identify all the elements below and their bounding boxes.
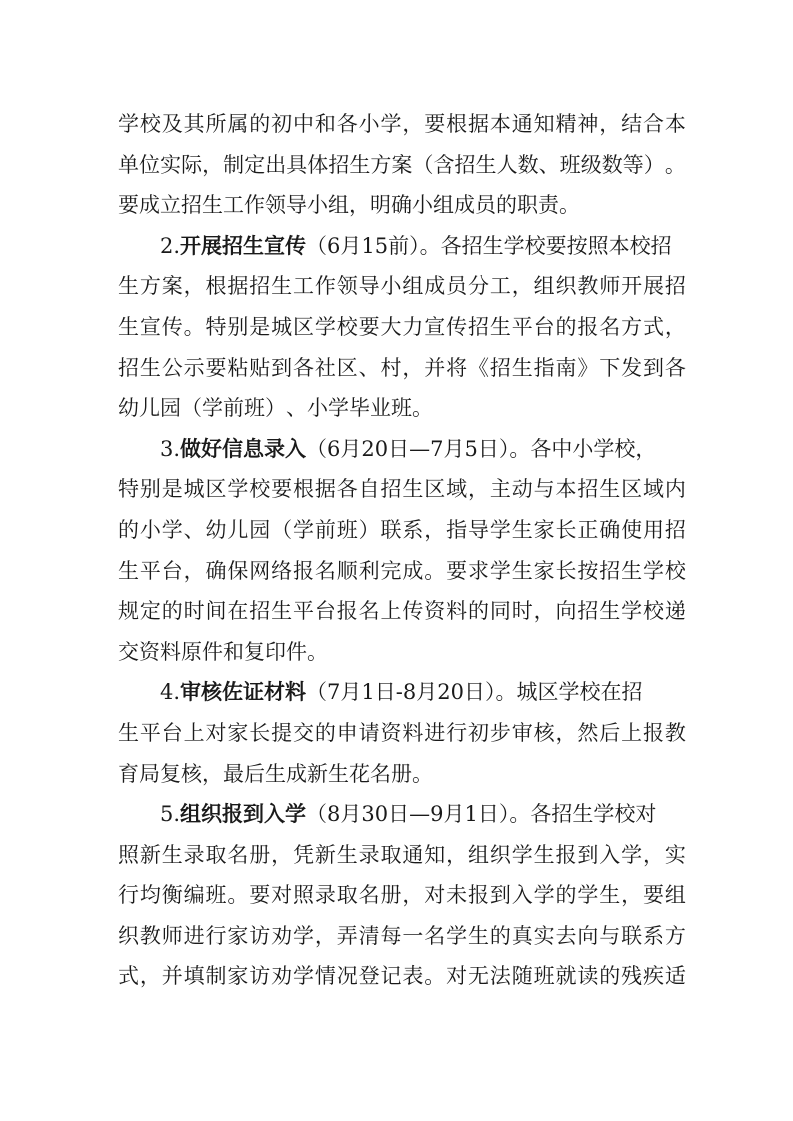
section-number: 3. (160, 436, 181, 461)
document-page (118, 104, 686, 997)
text-line: 生 宣 传 。 特 别 是 城 区 学 校 要 大 力 宣 传 招 生 平 台 的 报 名 方 式 ， (118, 314, 686, 339)
text-line: 规 定 的 时 间 在 招 生 平 台 报 名 上 传 资 料 的 同 时 ， 向 招 生 学 校 递 (118, 599, 686, 624)
text-line: 要 成 立 招 生 工 作 领 导 小 组 ， 明 确 小 组 成 员 的 职 责 。 (118, 193, 580, 218)
text-line: 生 平 台 上 对 家 长 提 交 的 申 请 资 料 进 行 初 步 审 核 ， 然 后 上 报 教 (118, 720, 686, 745)
section-heading: 做好信息录入 (180, 436, 307, 461)
section-heading: 审核佐证材料 (180, 680, 307, 705)
section-3-first-line (118, 429, 686, 470)
section-4-first-line (118, 672, 686, 713)
text-line: 的 小 学 、 幼 儿 园 （ 学 前 班 ） 联 系 ， 指 导 学 生 家 长 正 确 使 用 招 (118, 517, 686, 542)
text-line: 行 均 衡 编 班 。 要 对 照 录 取 名 册 ， 对 未 报 到 入 学 的 学 生 ， 要 组 (118, 883, 686, 908)
text-segment: （7月1日-8月20日）。城区学校在招 (306, 680, 643, 705)
section-2-first-line (118, 226, 686, 267)
section-5-first-line (118, 794, 686, 835)
text-line: 生 方 案 ， 根 据 招 生 工 作 领 导 小 组 成 员 分 工 ， 组 织 教 师 开 展 招 (118, 274, 686, 299)
section-heading: 组织报到入学 (180, 802, 307, 827)
section-number: 5. (160, 802, 181, 827)
text-line: 照 新 生 录 取 名 册 ， 凭 新 生 录 取 通 知 ， 组 织 学 生 报 到 入 学 ， 实 (118, 842, 686, 867)
text-line: 幼 儿 园 （ 学 前 班 ） 、 小 学 毕 业 班 。 (118, 396, 433, 421)
text-line: 招 生 公 示 要 粘 贴 到 各 社 区 、 村 ， 并 将 《 招 生 指 南 》 下 发 到 各 (118, 355, 686, 380)
text-segment: （8月30日—9月1日）。各招生学校对 (306, 802, 657, 827)
text-line: 生 平 台 ， 确 保 网 络 报 名 顺 利 完 成 。 要 求 学 生 家 长 按 招 生 学 校 (118, 558, 686, 583)
section-number: 4. (160, 680, 181, 705)
text-line: 单 位 实 际 ， 制 定 出 具 体 招 生 方 案 （ 含 招 生 人 数 、 班 级 数 等 ） 。 (118, 152, 686, 177)
text-segment: （6月20日—7月5日）。各中小学校， (306, 436, 657, 461)
text-line: 特 别 是 城 区 学 校 要 根 据 各 自 招 生 区 域 ， 主 动 与 本 招 生 区 域 内 (118, 477, 686, 502)
text-segment: （6月15前）。各招生学校要按照本校招 (306, 233, 672, 258)
section-heading: 开展招生宣传 (180, 233, 307, 258)
text-line: 织 教 师 进 行 家 访 劝 学 ， 弄 清 每 一 名 学 生 的 真 实 去 向 与 联 系 方 (118, 923, 686, 948)
section-number: 2. (160, 233, 181, 258)
text-line: 学 校 及 其 所 属 的 初 中 和 各 小 学 ， 要 根 据 本 通 知 精 神 ， 结 合 本 (118, 112, 686, 136)
text-line: 交 资 料 原 件 和 复 印 件 。 (118, 639, 328, 664)
text-line: 式 ， 并 填 制 家 访 劝 学 情 况 登 记 表 。 对 无 法 随 班 就 读 的 残 疾 适 (118, 964, 686, 989)
text-line: 育 局 复 核 ， 最 后 生 成 新 生 花 名 册 。 (118, 761, 433, 786)
